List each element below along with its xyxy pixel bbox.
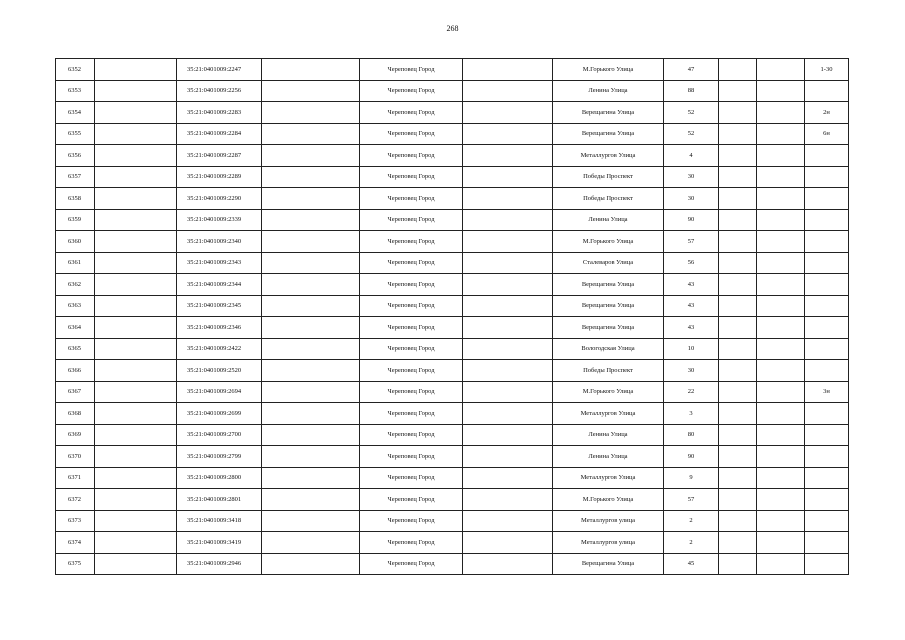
cell-building (719, 59, 757, 81)
cell-street: Верещагина Улица (553, 295, 664, 317)
cell-empty (463, 553, 553, 575)
cell-building (719, 532, 757, 554)
cell-apartment (805, 295, 849, 317)
cell-cadastral-number: 35:21:0401009:2799 (177, 446, 262, 468)
cell-house-number: 4 (664, 145, 719, 167)
cell-letter (757, 252, 805, 274)
cell-empty (262, 553, 360, 575)
cell-city: Череповец Город (360, 102, 463, 124)
cell-house-number: 80 (664, 424, 719, 446)
cell-building (719, 80, 757, 102)
cell-letter (757, 381, 805, 403)
cell-cadastral-number: 35:21:0401009:2800 (177, 467, 262, 489)
cell-empty (95, 80, 177, 102)
cell-empty (262, 424, 360, 446)
cell-house-number: 57 (664, 489, 719, 511)
cell-street: Верещагина Улица (553, 317, 664, 339)
cell-empty (463, 467, 553, 489)
cell-empty (463, 145, 553, 167)
cell-letter (757, 209, 805, 231)
cell-apartment (805, 166, 849, 188)
cell-empty (95, 317, 177, 339)
table-row (56, 166, 849, 188)
cell-record-number: 6359 (56, 209, 95, 231)
cell-cadastral-number: 35:21:0401009:2283 (177, 102, 262, 124)
cell-record-number: 6363 (56, 295, 95, 317)
cell-house-number: 45 (664, 553, 719, 575)
cell-city: Череповец Город (360, 252, 463, 274)
cell-record-number: 6369 (56, 424, 95, 446)
cell-empty (95, 274, 177, 296)
cell-city: Череповец Город (360, 553, 463, 575)
cell-letter (757, 467, 805, 489)
cell-empty (262, 532, 360, 554)
cell-empty (463, 317, 553, 339)
cell-cadastral-number: 35:21:0401009:2247 (177, 59, 262, 81)
cell-empty (262, 360, 360, 382)
cell-empty (95, 424, 177, 446)
cell-apartment (805, 188, 849, 210)
cell-empty (262, 510, 360, 532)
cell-house-number: 9 (664, 467, 719, 489)
cell-city: Череповец Город (360, 338, 463, 360)
cell-street: Металлургов Улица (553, 467, 664, 489)
cell-city: Череповец Город (360, 123, 463, 145)
table-row (56, 123, 849, 145)
cell-empty (95, 188, 177, 210)
table-row (56, 446, 849, 468)
cell-letter (757, 274, 805, 296)
cell-house-number: 2 (664, 532, 719, 554)
cell-empty (95, 532, 177, 554)
cell-building (719, 145, 757, 167)
cell-cadastral-number: 35:21:0401009:2339 (177, 209, 262, 231)
cell-empty (463, 274, 553, 296)
cell-street: М.Горького Улица (553, 381, 664, 403)
cell-empty (95, 338, 177, 360)
cell-empty (95, 231, 177, 253)
cell-cadastral-number: 35:21:0401009:2520 (177, 360, 262, 382)
cell-apartment (805, 424, 849, 446)
cell-cadastral-number: 35:21:0401009:2346 (177, 317, 262, 339)
table-row (56, 360, 849, 382)
cell-record-number: 6368 (56, 403, 95, 425)
table-row (56, 188, 849, 210)
cell-house-number: 56 (664, 252, 719, 274)
cell-empty (463, 403, 553, 425)
cell-house-number: 90 (664, 446, 719, 468)
cell-empty (95, 467, 177, 489)
cell-empty (463, 102, 553, 124)
cell-cadastral-number: 35:21:0401009:2343 (177, 252, 262, 274)
cell-street: Ленина Улица (553, 209, 664, 231)
cell-house-number: 90 (664, 209, 719, 231)
cell-city: Череповец Город (360, 209, 463, 231)
cell-apartment: 1-30 (805, 59, 849, 81)
cell-city: Череповец Город (360, 80, 463, 102)
cell-record-number: 6371 (56, 467, 95, 489)
cell-cadastral-number: 35:21:0401009:2287 (177, 145, 262, 167)
cell-empty (262, 231, 360, 253)
cell-empty (262, 59, 360, 81)
cell-cadastral-number: 35:21:0401009:3419 (177, 532, 262, 554)
table-row (56, 145, 849, 167)
cell-record-number: 6362 (56, 274, 95, 296)
cell-empty (463, 532, 553, 554)
cell-record-number: 6365 (56, 338, 95, 360)
table-row (56, 80, 849, 102)
cell-city: Череповец Город (360, 532, 463, 554)
table-row (56, 510, 849, 532)
cell-city: Череповец Город (360, 489, 463, 511)
cell-empty (463, 338, 553, 360)
cell-building (719, 489, 757, 511)
cell-building (719, 252, 757, 274)
page-number: 268 (446, 24, 459, 33)
cell-record-number: 6355 (56, 123, 95, 145)
cell-street: Верещагина Улица (553, 102, 664, 124)
cell-house-number: 43 (664, 317, 719, 339)
cell-street: М.Горького Улица (553, 231, 664, 253)
cell-building (719, 338, 757, 360)
cell-apartment: 2н (805, 102, 849, 124)
cell-apartment: 6н (805, 123, 849, 145)
cell-record-number: 6373 (56, 510, 95, 532)
table-row (56, 381, 849, 403)
table-row (56, 338, 849, 360)
cell-apartment (805, 145, 849, 167)
table-row (56, 532, 849, 554)
cell-letter (757, 446, 805, 468)
cell-city: Череповец Город (360, 188, 463, 210)
cell-building (719, 209, 757, 231)
cell-city: Череповец Город (360, 317, 463, 339)
cell-letter (757, 532, 805, 554)
cell-letter (757, 403, 805, 425)
cell-house-number: 30 (664, 188, 719, 210)
cell-empty (262, 145, 360, 167)
cell-apartment (805, 209, 849, 231)
cell-street: М.Горького Улица (553, 489, 664, 511)
cell-letter (757, 317, 805, 339)
cell-apartment (805, 403, 849, 425)
cell-cadastral-number: 35:21:0401009:2344 (177, 274, 262, 296)
cell-street: Победы Проспект (553, 360, 664, 382)
cell-empty (262, 403, 360, 425)
cell-city: Череповец Город (360, 467, 463, 489)
cell-empty (95, 145, 177, 167)
cell-empty (463, 424, 553, 446)
cell-city: Череповец Город (360, 360, 463, 382)
cell-empty (95, 381, 177, 403)
cell-apartment (805, 553, 849, 575)
cell-record-number: 6370 (56, 446, 95, 468)
cell-house-number: 43 (664, 274, 719, 296)
cell-city: Череповец Город (360, 295, 463, 317)
cell-building (719, 231, 757, 253)
cell-empty (463, 80, 553, 102)
cell-empty (463, 231, 553, 253)
cell-empty (262, 489, 360, 511)
cell-building (719, 446, 757, 468)
cell-building (719, 123, 757, 145)
table-row (56, 231, 849, 253)
cell-building (719, 102, 757, 124)
cell-house-number: 57 (664, 231, 719, 253)
cell-city: Череповец Город (360, 403, 463, 425)
cell-street: Металлургов улица (553, 510, 664, 532)
cell-letter (757, 510, 805, 532)
cell-record-number: 6366 (56, 360, 95, 382)
cell-apartment (805, 360, 849, 382)
cell-building (719, 403, 757, 425)
cell-apartment (805, 489, 849, 511)
cell-building (719, 166, 757, 188)
table-row (56, 295, 849, 317)
cell-letter (757, 489, 805, 511)
cell-empty (95, 510, 177, 532)
cell-empty (262, 381, 360, 403)
cell-apartment (805, 338, 849, 360)
cell-house-number: 10 (664, 338, 719, 360)
cell-house-number: 52 (664, 123, 719, 145)
cell-letter (757, 338, 805, 360)
cell-street: М.Горького Улица (553, 59, 664, 81)
cell-empty (463, 209, 553, 231)
cell-letter (757, 360, 805, 382)
cell-empty (463, 489, 553, 511)
cell-building (719, 467, 757, 489)
cell-empty (95, 123, 177, 145)
cell-street: Победы Проспект (553, 166, 664, 188)
cell-street: Металлургов улица (553, 532, 664, 554)
cell-cadastral-number: 35:21:0401009:2699 (177, 403, 262, 425)
cell-cadastral-number: 35:21:0401009:2946 (177, 553, 262, 575)
cell-record-number: 6372 (56, 489, 95, 511)
cell-street: Ленина Улица (553, 424, 664, 446)
cell-city: Череповец Город (360, 231, 463, 253)
cell-street: Вологодская Улица (553, 338, 664, 360)
cell-record-number: 6364 (56, 317, 95, 339)
cell-empty (95, 102, 177, 124)
cell-building (719, 381, 757, 403)
cell-empty (262, 188, 360, 210)
cell-apartment (805, 252, 849, 274)
property-registry-table (55, 58, 849, 575)
cell-record-number: 6354 (56, 102, 95, 124)
cell-street: Металлургов Улица (553, 145, 664, 167)
cell-cadastral-number: 35:21:0401009:2422 (177, 338, 262, 360)
cell-apartment (805, 510, 849, 532)
cell-empty (463, 59, 553, 81)
cell-cadastral-number: 35:21:0401009:2289 (177, 166, 262, 188)
cell-cadastral-number: 35:21:0401009:2340 (177, 231, 262, 253)
cell-house-number: 47 (664, 59, 719, 81)
table-row (56, 403, 849, 425)
cell-house-number: 43 (664, 295, 719, 317)
cell-building (719, 295, 757, 317)
cell-letter (757, 59, 805, 81)
cell-building (719, 360, 757, 382)
cell-city: Череповец Город (360, 274, 463, 296)
cell-city: Череповец Город (360, 381, 463, 403)
cell-apartment (805, 274, 849, 296)
cell-city: Череповец Город (360, 510, 463, 532)
cell-letter (757, 145, 805, 167)
cell-city: Череповец Город (360, 166, 463, 188)
cell-empty (262, 252, 360, 274)
cell-empty (262, 338, 360, 360)
cell-record-number: 6352 (56, 59, 95, 81)
table-row (56, 102, 849, 124)
cell-empty (262, 166, 360, 188)
cell-cadastral-number: 35:21:0401009:2256 (177, 80, 262, 102)
cell-house-number: 88 (664, 80, 719, 102)
cell-apartment (805, 317, 849, 339)
cell-building (719, 188, 757, 210)
table-row (56, 553, 849, 575)
cell-record-number: 6361 (56, 252, 95, 274)
cell-empty (463, 510, 553, 532)
cell-empty (95, 446, 177, 468)
cell-empty (95, 489, 177, 511)
cell-street: Верещагина Улица (553, 123, 664, 145)
cell-record-number: 6353 (56, 80, 95, 102)
table-row (56, 209, 849, 231)
cell-apartment (805, 467, 849, 489)
cell-record-number: 6356 (56, 145, 95, 167)
cell-empty (262, 209, 360, 231)
cell-house-number: 30 (664, 360, 719, 382)
cell-empty (95, 553, 177, 575)
cell-street: Победы Проспект (553, 188, 664, 210)
cell-empty (262, 467, 360, 489)
cell-letter (757, 424, 805, 446)
cell-letter (757, 80, 805, 102)
cell-building (719, 510, 757, 532)
cell-empty (463, 295, 553, 317)
cell-empty (262, 102, 360, 124)
table-body (56, 59, 849, 575)
cell-city: Череповец Город (360, 424, 463, 446)
cell-cadastral-number: 35:21:0401009:2801 (177, 489, 262, 511)
cell-apartment (805, 80, 849, 102)
cell-empty (95, 252, 177, 274)
cell-apartment (805, 532, 849, 554)
cell-letter (757, 102, 805, 124)
cell-street: Верещагина Улица (553, 553, 664, 575)
cell-empty (95, 295, 177, 317)
table-row (56, 317, 849, 339)
cell-empty (463, 446, 553, 468)
cell-street: Ленина Улица (553, 446, 664, 468)
cell-letter (757, 123, 805, 145)
table-row (56, 489, 849, 511)
cell-empty (262, 295, 360, 317)
table-row (56, 467, 849, 489)
cell-empty (95, 59, 177, 81)
table-row (56, 252, 849, 274)
cell-building (719, 424, 757, 446)
cell-cadastral-number: 35:21:0401009:2290 (177, 188, 262, 210)
cell-empty (463, 123, 553, 145)
cell-cadastral-number: 35:21:0401009:2345 (177, 295, 262, 317)
cell-letter (757, 188, 805, 210)
cell-record-number: 6374 (56, 532, 95, 554)
cell-city: Череповец Город (360, 145, 463, 167)
cell-building (719, 553, 757, 575)
table-row (56, 424, 849, 446)
cell-empty (262, 446, 360, 468)
cell-house-number: 2 (664, 510, 719, 532)
cell-record-number: 6367 (56, 381, 95, 403)
cell-record-number: 6375 (56, 553, 95, 575)
cell-house-number: 22 (664, 381, 719, 403)
cell-house-number: 3 (664, 403, 719, 425)
cell-empty (463, 252, 553, 274)
cell-street: Металлургов Улица (553, 403, 664, 425)
cell-empty (95, 209, 177, 231)
cell-empty (262, 274, 360, 296)
cell-cadastral-number: 35:21:0401009:2694 (177, 381, 262, 403)
cell-empty (262, 317, 360, 339)
cell-building (719, 274, 757, 296)
cell-empty (262, 123, 360, 145)
cell-letter (757, 295, 805, 317)
cell-empty (463, 166, 553, 188)
table-row (56, 274, 849, 296)
cell-building (719, 317, 757, 339)
cell-empty (463, 381, 553, 403)
cell-empty (95, 360, 177, 382)
cell-city: Череповец Город (360, 446, 463, 468)
cell-house-number: 30 (664, 166, 719, 188)
cell-empty (463, 188, 553, 210)
table-row (56, 59, 849, 81)
cell-empty (95, 166, 177, 188)
cell-cadastral-number: 35:21:0401009:2700 (177, 424, 262, 446)
cell-apartment (805, 231, 849, 253)
cell-letter (757, 231, 805, 253)
cell-cadastral-number: 35:21:0401009:3418 (177, 510, 262, 532)
cell-letter (757, 166, 805, 188)
cell-apartment: 3н (805, 381, 849, 403)
cell-cadastral-number: 35:21:0401009:2284 (177, 123, 262, 145)
cell-empty (262, 80, 360, 102)
cell-street: Сталеваров Улица (553, 252, 664, 274)
cell-apartment (805, 446, 849, 468)
cell-house-number: 52 (664, 102, 719, 124)
cell-empty (463, 360, 553, 382)
cell-street: Верещагина Улица (553, 274, 664, 296)
cell-record-number: 6360 (56, 231, 95, 253)
cell-record-number: 6357 (56, 166, 95, 188)
cell-street: Ленина Улица (553, 80, 664, 102)
cell-record-number: 6358 (56, 188, 95, 210)
cell-letter (757, 553, 805, 575)
cell-city: Череповец Город (360, 59, 463, 81)
cell-empty (95, 403, 177, 425)
